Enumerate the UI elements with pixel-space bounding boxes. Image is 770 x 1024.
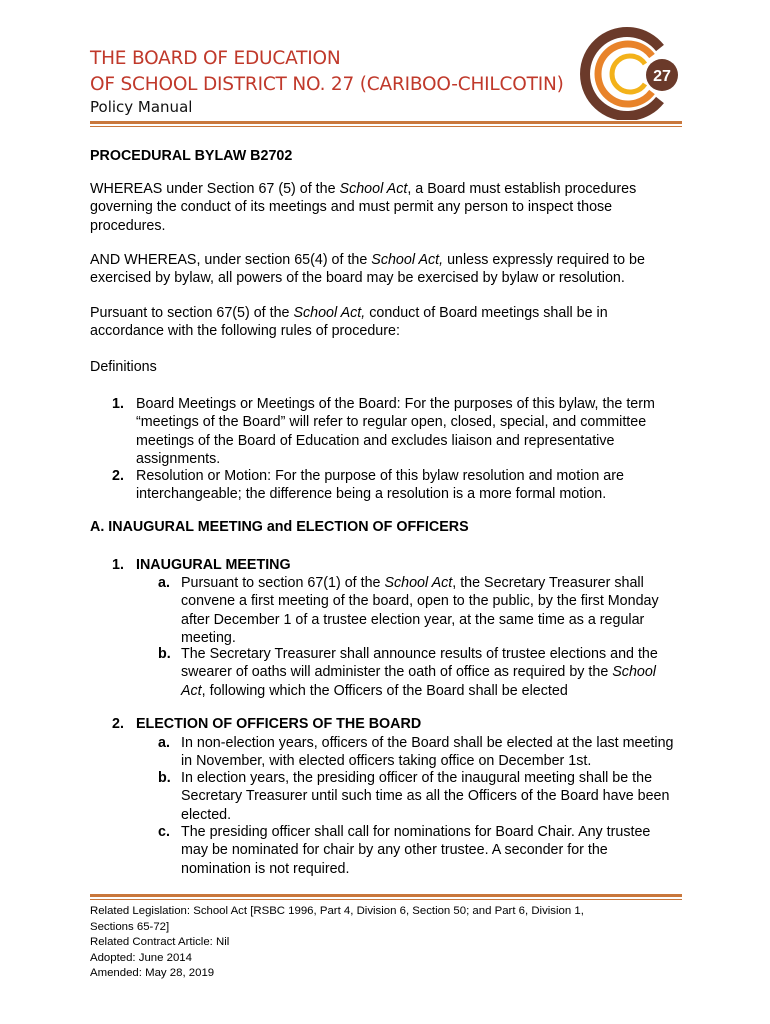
definition-2-number: 2. bbox=[112, 468, 124, 484]
p1-text-b: , a Board must establish procedures governing the conduct of its meetings and must permit any person to inspect those procedures. bbox=[90, 181, 637, 234]
definition-1-number: 1. bbox=[112, 396, 124, 412]
p1-text-a: WHEREAS under Section 67 (5) of the bbox=[90, 181, 340, 197]
pursuant-paragraph bbox=[90, 304, 685, 341]
item-1b-text bbox=[181, 645, 676, 700]
item-2-number: 2. bbox=[112, 716, 124, 732]
item-1a-pre: Pursuant to section 67(1) of the bbox=[181, 575, 385, 591]
item-1a-act: School Act bbox=[384, 575, 453, 591]
item-2a-text: In non-election years, officers of the Board shall be elected at the last meeting in November, with elected officers taking office on December 1st. bbox=[181, 735, 674, 770]
board-title-line1: THE BOARD OF EDUCATION bbox=[90, 48, 341, 69]
header-rule bbox=[90, 121, 682, 124]
header-rule-thin bbox=[90, 126, 682, 127]
item-2c-letter: c. bbox=[158, 824, 170, 840]
item-1-number: 1. bbox=[112, 557, 124, 573]
logo-middle-arc bbox=[598, 44, 652, 104]
definition-1-text: Board Meetings or Meetings of the Board: For the purposes of this bylaw, the term “meetings of the Board” will refer to regular open, closed, special, and committee meetings of the Board of Education and excludes liaison and representative assignments. bbox=[136, 396, 655, 468]
section-a-heading: A. INAUGURAL MEETING and ELECTION OF OFFICERS bbox=[90, 519, 469, 535]
footer-rule-thin bbox=[90, 899, 682, 900]
item-1b-post: , following which the Officers of the Board shall be elected bbox=[201, 682, 568, 699]
item-1a-post: , the Secretary Treasurer shall convene a first meeting of the board, open to the public, by the first Monday after December 1 of a trustee election year, at the same time as a regular meeting. bbox=[181, 575, 659, 647]
definitions-label: Definitions bbox=[90, 359, 157, 375]
item-1a-text bbox=[181, 574, 681, 648]
item-2-title: ELECTION OF OFFICERS OF THE BOARD bbox=[136, 716, 422, 732]
amended-date: Amended: May 28, 2019 bbox=[90, 967, 215, 980]
bylaw-heading: PROCEDURAL BYLAW B2702 bbox=[90, 148, 293, 164]
related-contract-article: Related Contract Article: Nil bbox=[90, 936, 230, 949]
p3-text-b: conduct of Board meetings shall be in accordance with the following rules of procedure: bbox=[90, 305, 608, 340]
p2-text-b: unless expressly required to be exercised by bylaw, all powers of the board may be exercised by bylaw or resolution. bbox=[90, 252, 645, 287]
whereas-paragraph bbox=[90, 180, 685, 235]
related-legislation: Related Legislation: School Act [RSBC 1996, Part 4, Division 6, Section 50; and Part 6, Division 1, bbox=[90, 905, 584, 917]
definition-2-text: Resolution or Motion: For the purpose of this bylaw resolution and motion are interchangeable; the difference being a resolution is a more formal motion. bbox=[136, 468, 624, 503]
p3-text-a: Pursuant to section 67(5) of the bbox=[90, 305, 294, 321]
footer-rule bbox=[90, 894, 682, 897]
item-2b-text: In election years, the presiding officer of the inaugural meeting shall be the Secretary Treasurer until such time as all the Officers of the Board have been elected. bbox=[181, 770, 670, 823]
item-2a-letter: a. bbox=[158, 735, 170, 751]
related-legislation-cont: Sections 65-72] bbox=[90, 920, 170, 933]
item-1b-letter: b. bbox=[158, 646, 171, 662]
and-whereas-paragraph bbox=[90, 251, 685, 288]
p2-text-a: AND WHEREAS, under section 65(4) of the bbox=[90, 252, 372, 268]
board-title bbox=[90, 46, 570, 98]
footer bbox=[90, 904, 690, 982]
item-1a-letter: a. bbox=[158, 575, 170, 591]
logo-inner-arc bbox=[612, 56, 645, 92]
item-1-title: INAUGURAL MEETING bbox=[136, 557, 291, 573]
p1-act: School Act bbox=[339, 181, 408, 197]
logo-number: 27 bbox=[653, 68, 671, 85]
item-1b-act: School Act bbox=[181, 664, 656, 699]
p3-act: School Act, bbox=[293, 305, 366, 321]
district-logo bbox=[560, 26, 684, 120]
p2-act: School Act, bbox=[371, 252, 444, 268]
adopted-date: Adopted: June 2014 bbox=[90, 951, 192, 964]
item-2b-letter: b. bbox=[158, 770, 171, 786]
board-title-line2: OF SCHOOL DISTRICT NO. 27 (CARIBOO-CHILCOTIN) bbox=[90, 74, 564, 95]
item-1b-pre: The Secretary Treasurer shall announce results of trustee elections and the swearer of oaths will administer the oath of office as required by the bbox=[181, 646, 658, 681]
item-2c-text: The presiding officer shall call for nominations for Board Chair. Any trustee may be nominated for chair by any other trustee. A seconder for the nomination is not required. bbox=[181, 824, 651, 877]
policy-manual-subtitle: Policy Manual bbox=[90, 98, 193, 116]
